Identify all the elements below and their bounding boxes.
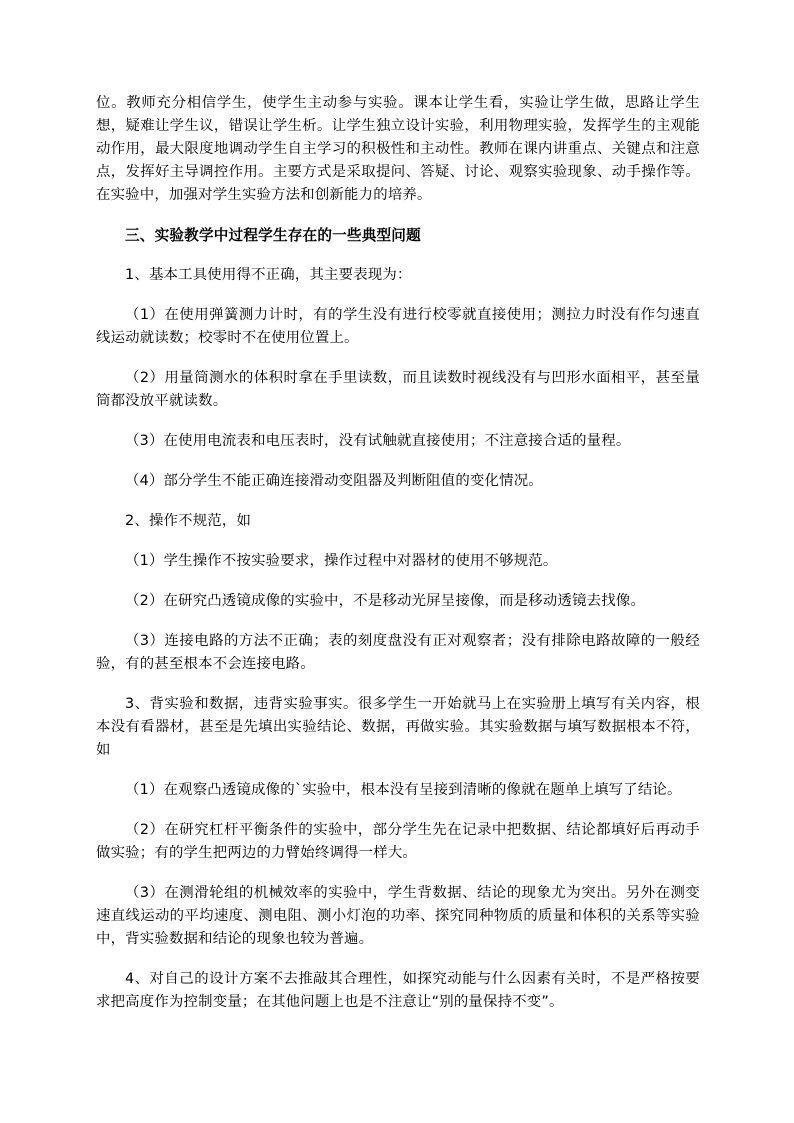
item-1-4: （4）部分学生不能正确连接滑动变阻器及判断阻值的变化情况。 [125,473,543,489]
item-4-heading: 4、对自己的设计方案不去推敲其合理性，如探究动能与什么因素有关时，不是严格按要求把高度作为控制变量；在其他问题上也是不注意让“别的量保持不变”。 [96,971,700,1010]
paragraph-teaching-method: 位。教师充分相信学生，使学生主动参与实验。课本让学生看，实验让学生做，思路让学生想，疑难让学生议，错误让学生析。让学生独立设计实验，利用物理实验，发挥学生的主观能动作用，最大限度地调动学生自主学习的积极性和主动性。教师在课内讲重点、关键点和注意点，发挥好主导调控作用。主要方式是采取提问、答疑、讨论、观察实验现象、动手操作等。在实验中，加强对学生实验方法和创新能力的培养。 [96,95,700,203]
item-3-heading: 3、背实验和数据，违背实验事实。很多学生一开始就马上在实验册上填写有关内容，根本没有看器材，甚至是先填出实验结论、数据，再做实验。其实验数据与填写数据根本不符，如 [96,696,700,758]
item-2-3: （3）连接电路的方法不正确；表的刻度盘没有正对观察者；没有排除电路故障的一般经验，有的甚至根本不会连接电路。 [96,633,700,672]
item-2-heading: 2、操作不规范，如 [125,513,252,529]
item-1-heading: 1、基本工具使用得不正确，其主要表现为： [125,267,412,283]
item-2-2: （2）在研究凸透镜成像的实验中，不是移动光屏呈接像，而是移动透镜去找像。 [125,593,646,609]
item-3-2: （2）在研究杠杆平衡条件的实验中，部分学生先在记录中把数据、结论都填好后再动手做实验；有的学生把两边的力臂始终调得一样大。 [96,822,700,861]
item-3-3: （3）在测滑轮组的机械效率的实验中，学生背数据、结论的现象尤为突出。另外在测变速直线运动的平均速度、测电阻、测小灯泡的功率、探究同种物质的质量和体积的关系等实验中，背实验数据和结论的现象也较为普遍。 [96,885,700,947]
section-heading-typical-problems: 三、实验教学中过程学生存在的一些典型问题 [125,227,421,244]
document-page [96,92,700,1014]
item-1-2: （2）用量筒测水的体积时拿在手里读数，而且读数时视线没有与凹形水面相平，甚至量筒都没放平就读数。 [96,370,700,409]
item-3-1: （1）在观察凸透镜成像的`实验中，根本没有呈接到清晰的像就在题单上填写了结论。 [125,782,682,798]
item-2-1: （1）学生操作不按实验要求，操作过程中对器材的使用不够规范。 [125,553,558,569]
item-1-3: （3）在使用电流表和电压表时，没有试触就直接使用；不注意接合适的量程。 [125,433,631,449]
item-1-1: （1）在使用弹簧测力计时，有的学生没有进行校零就直接使用；测拉力时没有作匀速直线运动就读数；校零时不在使用位置上。 [96,307,700,346]
